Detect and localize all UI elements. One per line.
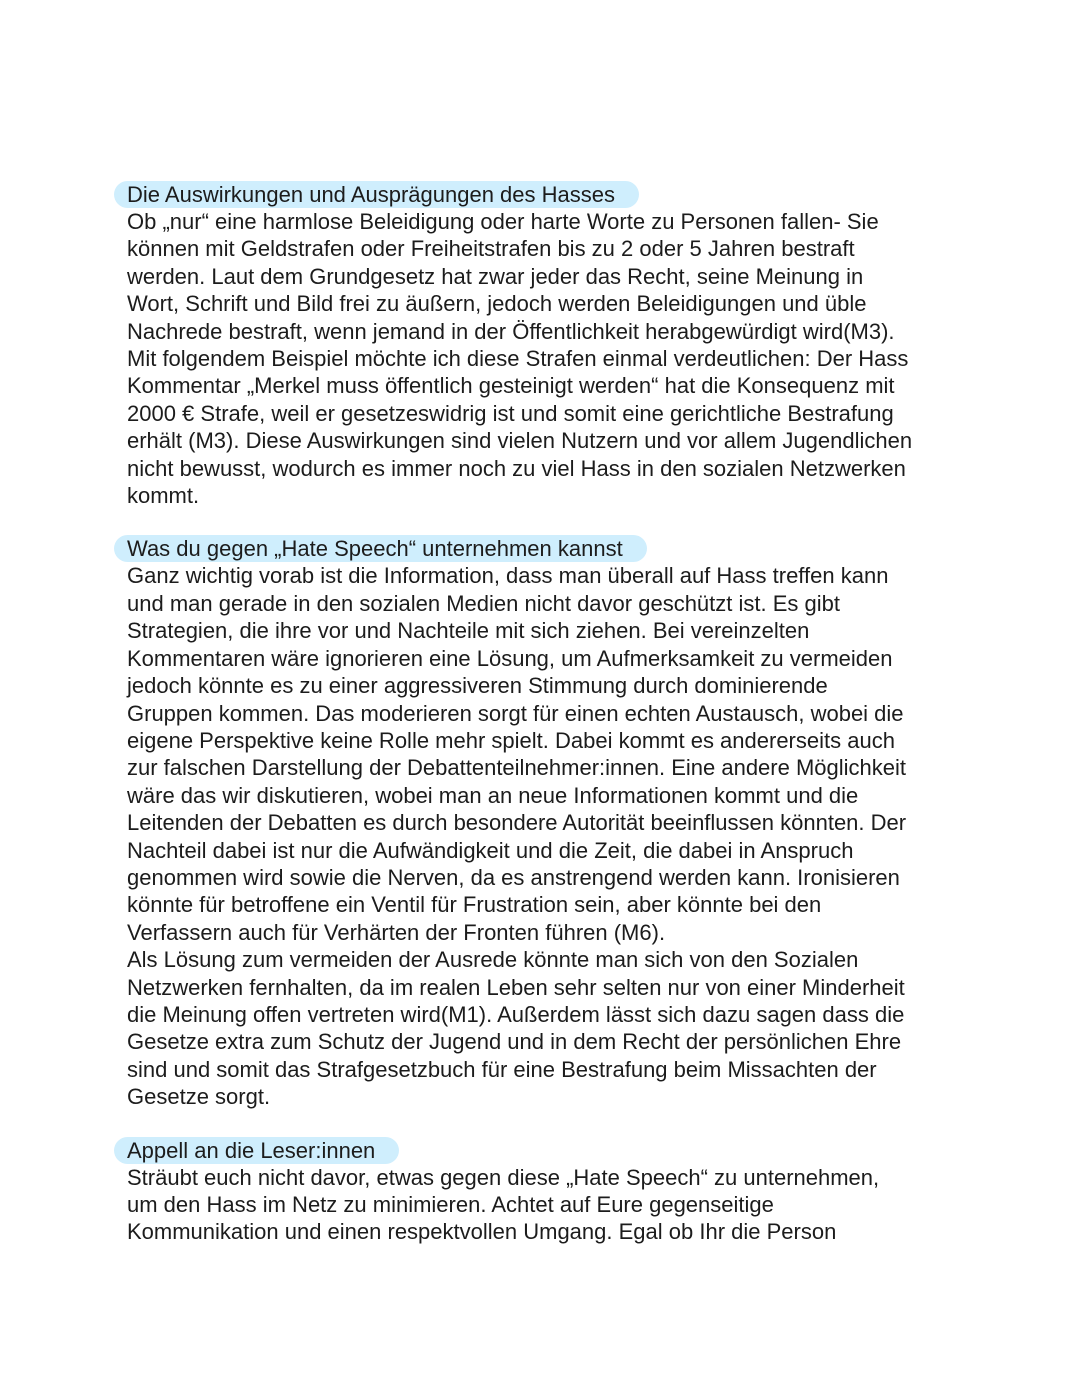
- section-heading: Was du gegen „Hate Speech“ unternehmen kannst: [114, 535, 647, 562]
- paragraph: Sträubt euch nicht davor, etwas gegen diese „Hate Speech“ zu unternehmen, um den Hass im Netz zu minimieren. Achtet auf Eure gegenseitige Kommunikation und einen respektvollen Umgang. Egal ob Ihr die Person: [127, 1164, 880, 1245]
- paragraph: Als Lösung zum vermeiden der Ausrede könnte man sich von den Sozialen Netzwerken fernhalten, da im realen Leben sehr selten nur von einer Minderheit die Meinung offen vertreten wird(M1). Außerdem lässt sich dazu sagen dass die Gesetze extra zum Schutz der Jugend und in dem Recht der persönlichen Ehre sind und somit das Strafgesetzbuch für eine Bestrafung beim Missachten der Gesetze sorgt.: [127, 947, 905, 1110]
- paragraph: Ob „nur“ eine harmlose Beleidigung oder harte Worte zu Personen fallen- Sie können mit Geldstrafen oder Freiheitstrafen bis zu 2 oder 5 Jahren bestraft werden. Laut dem Grundgesetz hat zwar jeder das Recht, seine Meinung in Wort, Schrift und Bild frei zu äußern, jedoch werden Beleidigungen und üble Nachrede bestraft, wenn jemand in der Öffentlichkeit herabgewürdigt wird(M3). Mit folgendem Beispiel möchte ich diese Strafen einmal verdeutlichen: Der Hass Kommentar „Merkel muss öffentlich gesteinigt werden“ hat die Konsequenz mit 2000 € Strafe, weil er gesetzeswidrig ist und somit eine gerichtliche Bestrafung erhält (M3). Diese Auswirkungen sind vielen Nutzern und vor allem Jugendlichen nicht bewusst, wodurch es immer noch zu viel Hass in den sozialen Netzwerken kommt.: [127, 209, 913, 509]
- section-what-you-can-do: [127, 535, 962, 1110]
- paragraph: Ganz wichtig vorab ist die Information, dass man überall auf Hass treffen kann und man gerade in den sozialen Medien nicht davor geschützt ist. Es gibt Strategien, die ihre vor und Nachteile mit sich ziehen. Bei vereinzelten Kommentaren wäre ignorieren eine Lösung, um Aufmerksamkeit zu vermeiden jedoch könnte es zu einer aggressiveren Stimmung durch dominierende Gruppen kommen. Das moderieren sorgt für einen echten Austausch, wobei die eigene Perspektive keine Rolle mehr spielt. Dabei kommt es andererseits auch zur falschen Darstellung der Debattenteilnehmer:innen. Eine andere Möglichkeit wäre das wir diskutieren, wobei man an neue Informationen kommt und die Leitenden der Debatten es durch besondere Autorität beeinflussen könnten. Der Nachteil dabei ist nur die Aufwändigkeit und die Zeit, die dabei in Anspruch genommen wird sowie die Nerven, da es anstrengend werden kann. Ironisieren könnte für betroffene ein Ventil für Frustration sein, aber könnte bei den Verfassern auch für Verhärten der Fronten führen (M6).: [127, 563, 907, 945]
- section-heading: Appell an die Leser:innen: [114, 1137, 399, 1164]
- document-page: [127, 181, 962, 1272]
- section-appeal-to-readers: [127, 1137, 962, 1246]
- section-heading: Die Auswirkungen und Ausprägungen des Hasses: [114, 181, 639, 208]
- section-effects-of-hate: [127, 181, 962, 509]
